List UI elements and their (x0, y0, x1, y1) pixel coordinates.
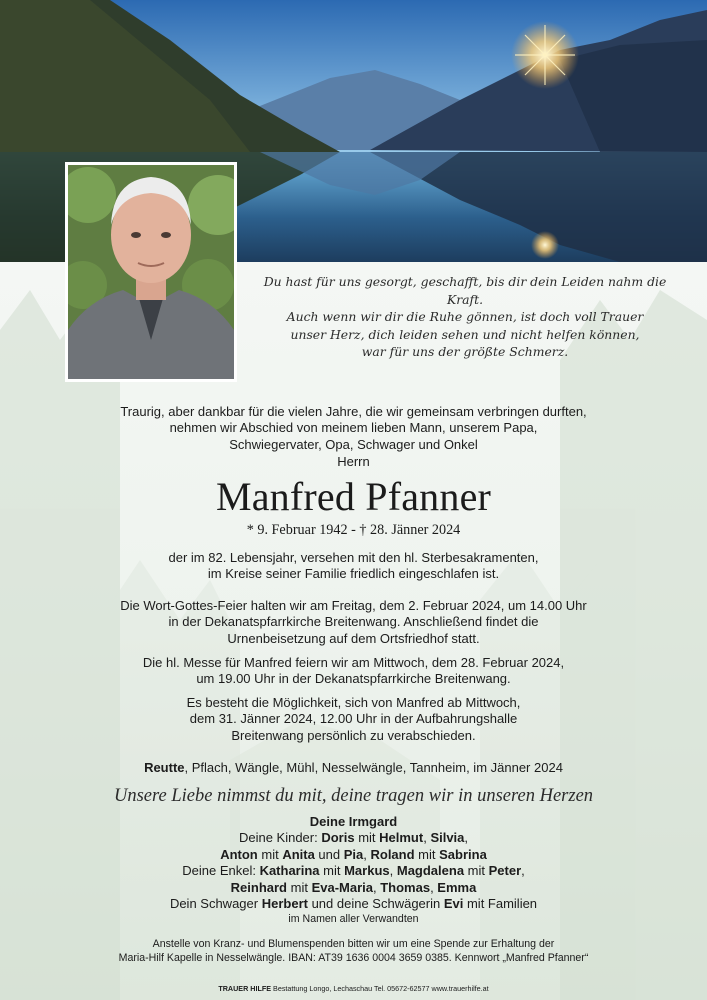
donation-request (0, 937, 707, 966)
inlaws-line: Dein Schwager Herbert und deine Schwägerin Evi mit Familien (169, 896, 538, 912)
footer-brand: TRAUER HILFE (218, 984, 272, 993)
mass-line: Die hl. Messe für Manfred feiern wir am Mittwoch, dem 28. Februar 2024, (142, 655, 565, 670)
farewell-line: Es besteht die Möglichkeit, sich von Manfred ab Mittwoch, (186, 695, 521, 710)
ceremony-line: Die Wort-Gottes-Feier halten wir am Freitag, dem 2. Februar 2024, um 14.00 Uhr (120, 598, 587, 613)
intro-line: Schwiegervater, Opa, Schwager und Onkel (229, 436, 478, 452)
place-date (0, 760, 707, 776)
wife-name: Deine Irmgard (309, 814, 398, 829)
place-rest: , Pflach, Wängle, Mühl, Nesselwängle, Tannheim, im Jänner 2024 (184, 760, 563, 775)
farewell-info (0, 695, 707, 744)
ceremony-line: in der Dekanatspfarrkirche Breitenwang. Anschließend findet die (168, 614, 539, 630)
children-line: Deine Kinder: Doris mit Helmut, Silvia, (238, 830, 469, 846)
poem-line: Auch wenn wir dir die Ruhe gönnen, ist doch voll Trauer (286, 309, 644, 324)
grandchildren-line-2: Reinhard mit Eva-Maria, Thomas, Emma (230, 879, 477, 895)
footer (0, 981, 707, 997)
poem-line: war für uns der größte Schmerz. (361, 344, 569, 359)
place-town: Reutte (144, 760, 185, 775)
farewell-line: dem 31. Jänner 2024, 12.00 Uhr in der Aufbahrungshalle (189, 711, 518, 727)
grandchildren-line: Deine Enkel: Katharina mit Markus, Magdalena mit Peter, (182, 863, 525, 879)
donation-line: Maria-Hilf Kapelle in Nesselwängle. IBAN: AT39 1636 0004 3659 0385. Kennwort „Manfred Pfanner“ (118, 952, 589, 965)
donation-line: Anstelle von Kranz- und Blumenspenden bitten wir um eine Spende zur Erhaltung der (152, 938, 555, 950)
portrait-photo (65, 162, 237, 382)
death-notice (0, 550, 707, 583)
death-notice-line: im Kreise seiner Familie friedlich eingeschlafen ist. (207, 566, 500, 582)
ceremony-info (0, 598, 707, 647)
mass-info (0, 655, 707, 688)
salutation: Herrn (337, 454, 370, 470)
poem-line: unser Herz, dich leiden sehen und nicht helfen können, (290, 326, 640, 342)
intro-text (0, 404, 707, 471)
children-line-2: Anton mit Anita und Pia, Roland mit Sabrina (220, 846, 487, 862)
life-dates: * 9. Februar 1942 - † 28. Jänner 2024 (246, 522, 461, 538)
death-notice-line: der im 82. Lebensjahr, versehen mit den hl. Sterbesakramenten, (168, 550, 539, 565)
mass-line: um 19.00 Uhr in der Dekanatspfarrkirche Breitenwang. (196, 671, 511, 687)
intro-line: nehmen wir Abschied von meinem lieben Mann, unserem Papa, (169, 420, 538, 436)
deceased-name: Manfred Pfanner (215, 474, 492, 519)
motto: Unsere Liebe nimmst du mit, deine tragen wir in unseren Herzen (113, 786, 594, 806)
all-relatives: im Namen aller Verwandten (288, 913, 419, 926)
poem (260, 273, 670, 361)
ceremony-line: Urnenbeisetzung auf dem Ortsfriedhof statt. (227, 630, 480, 646)
farewell-line: Breitenwang persönlich zu verabschieden. (231, 727, 476, 743)
intro-line: Traurig, aber dankbar für die vielen Jahre, die wir gemeinsam verbringen durften, (120, 404, 587, 419)
mourners-list (0, 814, 707, 927)
poem-line: Du hast für uns gesorgt, geschafft, bis dir dein Leiden nahm die Kraft. (263, 274, 667, 307)
footer-contact: Bestattung Longo, Lechaschau Tel. 05672-62577 www.trauerhilfe.at (271, 984, 489, 993)
